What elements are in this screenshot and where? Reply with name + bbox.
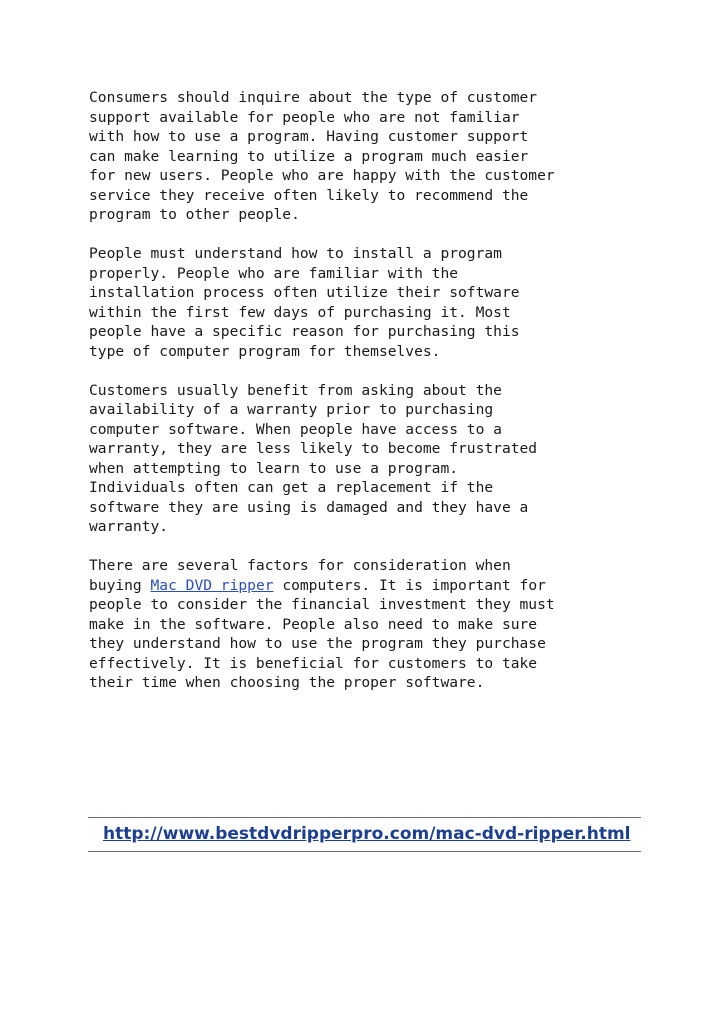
text-line: service they receive often likely to recommend the <box>89 186 529 204</box>
text-line: computer software. When people have access to a <box>89 420 502 438</box>
text-line: people have a specific reason for purchasing this <box>89 323 520 340</box>
text-line: properly. People who are familiar with the <box>89 264 459 282</box>
text-line: with how to use a program. Having customer support <box>89 128 529 145</box>
text-line: There are several factors for consideration when <box>89 557 511 574</box>
text-line: type of computer program for themselves. <box>89 342 441 360</box>
text-line: software they are using is damaged and they have a <box>89 498 529 516</box>
text-line: can make learning to utilize a program much easier <box>89 147 529 165</box>
footer-divider-bottom <box>88 851 641 852</box>
text-line: effectively. It is beneficial for customers to take <box>89 654 538 672</box>
text-line: availability of a warranty prior to purchasing <box>89 401 494 418</box>
text-line: within the first few days of purchasing it. Most <box>89 303 511 321</box>
text-line: for new users. People who are happy with the customer <box>89 167 555 184</box>
text-fragment: buying <box>89 576 151 594</box>
text-line: program to other people. <box>89 206 300 223</box>
text-line: people to consider the financial investment they must <box>89 596 555 613</box>
text-line: installation process often utilize their software <box>89 284 520 301</box>
paragraph-factors <box>89 556 649 693</box>
text-line: they understand how to use the program they purchase <box>89 635 546 652</box>
text-line: support available for people who are not familiar <box>89 108 520 126</box>
text-line: warranty, they are less likely to become frustrated <box>89 440 538 457</box>
text-line: Individuals often can get a replacement if the <box>89 479 494 496</box>
text-line: Consumers should inquire about the type of customer <box>89 89 538 106</box>
text-line: Customers usually benefit from asking about the <box>89 381 502 399</box>
text-fragment: computers. It is important for <box>273 576 546 594</box>
footer-divider-top <box>88 817 641 818</box>
article-body <box>89 88 649 712</box>
mac-dvd-ripper-link[interactable]: Mac DVD ripper <box>150 576 274 594</box>
text-line: their time when choosing the proper software. <box>89 674 485 691</box>
paragraph-warranty <box>89 381 649 537</box>
text-line: when attempting to learn to use a program. <box>89 459 459 477</box>
text-line: warranty. <box>89 518 169 535</box>
text-line: People must understand how to install a program <box>89 245 502 262</box>
paragraph-installation <box>89 244 649 361</box>
paragraph-customer-support <box>89 88 649 225</box>
text-line: make in the software. People also need to make sure <box>89 615 538 633</box>
footer-url-link[interactable]: http://www.bestdvdripperpro.com/mac-dvd-ripper.html <box>103 824 631 844</box>
